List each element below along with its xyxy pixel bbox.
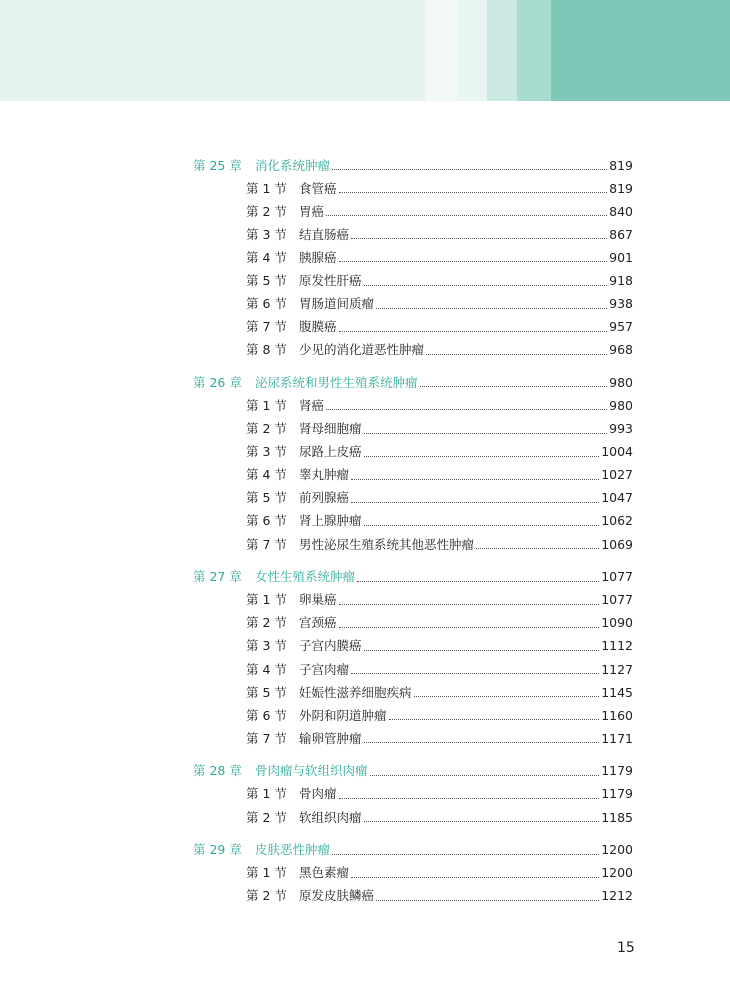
dot-leader <box>376 900 599 901</box>
section-number: 第 1 节 <box>246 865 287 881</box>
section-entry[interactable] <box>193 533 633 556</box>
dot-leader <box>351 673 599 674</box>
banner-band <box>551 0 730 101</box>
chapter-entry[interactable] <box>193 839 633 862</box>
section-number: 第 3 节 <box>246 226 287 242</box>
chapter-block <box>193 566 633 751</box>
section-title: 肾癌 <box>299 397 325 413</box>
section-title: 肾母细胞瘤 <box>299 421 362 437</box>
section-title: 食管癌 <box>299 180 337 196</box>
section-title: 胃肠道间质瘤 <box>299 296 375 312</box>
chapter-block <box>193 154 633 362</box>
chapter-number: 第 25 章 <box>193 157 242 173</box>
dot-leader <box>426 354 607 355</box>
section-number: 第 7 节 <box>246 730 287 746</box>
section-entry[interactable] <box>193 418 633 441</box>
table-of-contents <box>193 154 633 908</box>
chapter-entry[interactable] <box>193 371 633 394</box>
section-title: 男性泌尿生殖系统其他恶性肿瘤 <box>299 536 475 552</box>
section-entry[interactable] <box>193 806 633 829</box>
section-number: 第 4 节 <box>246 467 287 483</box>
chapter-block <box>193 760 633 829</box>
section-page: 1004 <box>601 444 633 460</box>
section-entry[interactable] <box>193 658 633 681</box>
section-entry[interactable] <box>193 316 633 339</box>
section-number: 第 1 节 <box>246 180 287 196</box>
section-number: 第 2 节 <box>246 615 287 631</box>
section-title: 尿路上皮癌 <box>299 444 362 460</box>
section-entry[interactable] <box>193 293 633 316</box>
section-entry[interactable] <box>193 862 633 885</box>
section-page: 1062 <box>601 513 633 529</box>
section-number: 第 7 节 <box>246 319 287 335</box>
section-page: 1112 <box>601 638 633 654</box>
section-title: 原发性肝癌 <box>299 273 362 289</box>
section-title: 结直肠癌 <box>299 226 350 242</box>
section-number: 第 5 节 <box>246 490 287 506</box>
section-entry[interactable] <box>193 589 633 612</box>
section-entry[interactable] <box>193 223 633 246</box>
section-page: 1077 <box>601 592 633 608</box>
section-page: 980 <box>609 397 633 413</box>
banner-band <box>0 0 425 101</box>
chapter-page: 980 <box>609 374 633 390</box>
section-page: 819 <box>609 180 633 196</box>
dot-leader <box>376 308 607 309</box>
dot-leader <box>339 192 608 193</box>
section-entry[interactable] <box>193 464 633 487</box>
section-number: 第 1 节 <box>246 786 287 802</box>
section-page: 1171 <box>601 730 633 746</box>
chapter-spacer <box>193 556 633 566</box>
section-title: 卵巢癌 <box>299 592 337 608</box>
chapter-title: 骨肉瘤与软组织肉瘤 <box>255 763 368 779</box>
section-number: 第 1 节 <box>246 592 287 608</box>
dot-leader <box>351 479 599 480</box>
dot-leader <box>364 285 608 286</box>
section-entry[interactable] <box>193 727 633 750</box>
section-number: 第 3 节 <box>246 444 287 460</box>
dot-leader <box>326 409 607 410</box>
page-number: 15 <box>617 940 635 956</box>
section-entry[interactable] <box>193 681 633 704</box>
section-number: 第 6 节 <box>246 296 287 312</box>
chapter-number: 第 29 章 <box>193 842 242 858</box>
section-title: 输卵管肿瘤 <box>299 730 362 746</box>
section-number: 第 6 节 <box>246 707 287 723</box>
section-page: 901 <box>609 249 633 265</box>
section-page: 1127 <box>601 661 633 677</box>
section-entry[interactable] <box>193 704 633 727</box>
banner-band <box>457 0 487 101</box>
section-entry[interactable] <box>193 246 633 269</box>
dot-leader <box>420 386 608 387</box>
dot-leader <box>326 215 607 216</box>
chapter-page: 1077 <box>601 569 633 585</box>
section-page: 938 <box>609 296 633 312</box>
section-title: 胃癌 <box>299 203 325 219</box>
chapter-number: 第 26 章 <box>193 374 242 390</box>
chapter-title: 消化系统肿瘤 <box>255 157 331 173</box>
section-page: 1145 <box>601 684 633 700</box>
section-page: 957 <box>609 319 633 335</box>
chapter-title: 女性生殖系统肿瘤 <box>255 569 356 585</box>
chapter-number: 第 27 章 <box>193 569 242 585</box>
section-number: 第 4 节 <box>246 661 287 677</box>
section-entry[interactable] <box>193 635 633 658</box>
chapter-block <box>193 371 633 556</box>
section-title: 少见的消化道恶性肿瘤 <box>299 342 425 358</box>
dot-leader <box>370 775 600 776</box>
section-number: 第 1 节 <box>246 397 287 413</box>
dot-leader <box>364 821 600 822</box>
banner-band <box>425 0 457 101</box>
section-number: 第 3 节 <box>246 638 287 654</box>
section-page: 1160 <box>601 707 633 723</box>
chapter-spacer <box>193 750 633 760</box>
chapter-title: 泌尿系统和男性生殖系统肿瘤 <box>255 374 418 390</box>
chapter-page: 1179 <box>601 763 633 779</box>
section-entry[interactable] <box>193 441 633 464</box>
section-entry[interactable] <box>193 885 633 908</box>
dot-leader <box>339 261 608 262</box>
section-title: 子宫肉瘤 <box>299 661 350 677</box>
section-title: 睾丸肿瘤 <box>299 467 350 483</box>
section-entry[interactable] <box>193 339 633 362</box>
dot-leader <box>339 798 600 799</box>
dot-leader <box>339 627 600 628</box>
section-entry[interactable] <box>193 510 633 533</box>
section-title: 腹膜癌 <box>299 319 337 335</box>
section-page: 1090 <box>601 615 633 631</box>
chapter-entry[interactable] <box>193 566 633 589</box>
dot-leader <box>364 456 600 457</box>
section-page: 1069 <box>601 536 633 552</box>
section-number: 第 7 节 <box>246 536 287 552</box>
section-title: 骨肉瘤 <box>299 786 337 802</box>
section-title: 黑色素瘤 <box>299 865 350 881</box>
section-title: 软组织肉瘤 <box>299 809 362 825</box>
section-number: 第 6 节 <box>246 513 287 529</box>
section-title: 原发皮肤鳞癌 <box>299 888 375 904</box>
section-page: 1179 <box>601 786 633 802</box>
chapter-entry[interactable] <box>193 154 633 177</box>
dot-leader <box>389 719 600 720</box>
section-title: 外阴和阴道肿瘤 <box>299 707 387 723</box>
section-page: 867 <box>609 226 633 242</box>
section-number: 第 2 节 <box>246 888 287 904</box>
chapter-number: 第 28 章 <box>193 763 242 779</box>
dot-leader <box>351 502 599 503</box>
header-banner <box>0 0 730 101</box>
dot-leader <box>414 696 600 697</box>
section-page: 968 <box>609 342 633 358</box>
chapter-title: 皮肤恶性肿瘤 <box>255 842 331 858</box>
section-title: 子宫内膜癌 <box>299 638 362 654</box>
dot-leader <box>351 238 607 239</box>
section-entry[interactable] <box>193 177 633 200</box>
section-title: 宫颈癌 <box>299 615 337 631</box>
chapter-page: 819 <box>609 157 633 173</box>
section-number: 第 5 节 <box>246 684 287 700</box>
section-entry[interactable] <box>193 269 633 292</box>
dot-leader <box>332 854 599 855</box>
section-entry[interactable] <box>193 783 633 806</box>
section-page: 1047 <box>601 490 633 506</box>
section-page: 1027 <box>601 467 633 483</box>
section-page: 993 <box>609 421 633 437</box>
section-number: 第 2 节 <box>246 421 287 437</box>
section-number: 第 4 节 <box>246 249 287 265</box>
section-page: 918 <box>609 273 633 289</box>
section-number: 第 8 节 <box>246 342 287 358</box>
section-number: 第 5 节 <box>246 273 287 289</box>
section-page: 840 <box>609 203 633 219</box>
dot-leader <box>332 169 607 170</box>
section-page: 1212 <box>601 888 633 904</box>
chapter-spacer <box>193 362 633 372</box>
dot-leader <box>339 331 608 332</box>
dot-leader <box>364 742 600 743</box>
section-number: 第 2 节 <box>246 203 287 219</box>
chapter-entry[interactable] <box>193 760 633 783</box>
dot-leader <box>364 650 600 651</box>
dot-leader <box>339 604 600 605</box>
section-entry[interactable] <box>193 200 633 223</box>
banner-band <box>517 0 551 101</box>
section-entry[interactable] <box>193 612 633 635</box>
dot-leader <box>364 433 608 434</box>
chapter-page: 1200 <box>601 842 633 858</box>
chapter-spacer <box>193 829 633 839</box>
dot-leader <box>351 877 599 878</box>
dot-leader <box>476 548 599 549</box>
section-title: 肾上腺肿瘤 <box>299 513 362 529</box>
chapter-block <box>193 839 633 908</box>
section-number: 第 2 节 <box>246 809 287 825</box>
banner-band <box>487 0 517 101</box>
section-title: 妊娠性滋养细胞疾病 <box>299 684 412 700</box>
section-title: 胰腺癌 <box>299 249 337 265</box>
section-page: 1200 <box>601 865 633 881</box>
section-page: 1185 <box>601 809 633 825</box>
section-entry[interactable] <box>193 487 633 510</box>
section-entry[interactable] <box>193 394 633 417</box>
dot-leader <box>357 581 599 582</box>
dot-leader <box>364 525 600 526</box>
section-title: 前列腺癌 <box>299 490 350 506</box>
